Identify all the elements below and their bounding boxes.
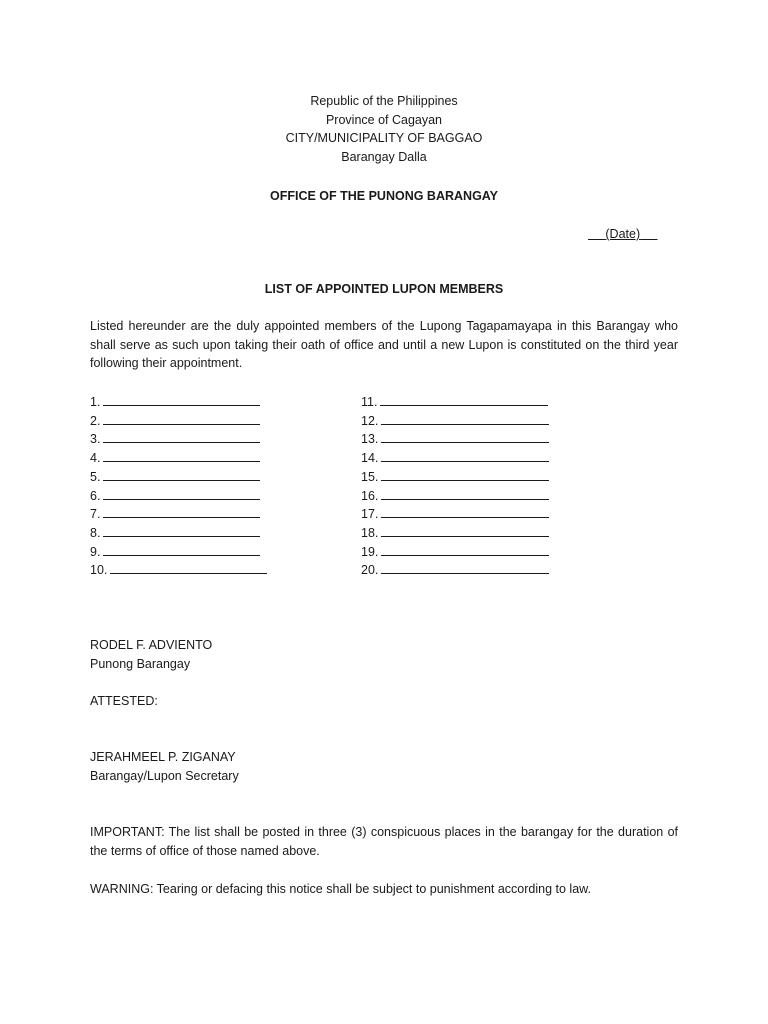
- member-number: 16.: [361, 488, 379, 503]
- member-line: [361, 449, 549, 468]
- member-name-blank[interactable]: [381, 487, 549, 500]
- member-name-blank[interactable]: [380, 393, 548, 406]
- member-number: 18.: [361, 525, 379, 540]
- member-number: 8.: [90, 525, 101, 540]
- member-number: 7.: [90, 507, 101, 522]
- member-name-blank[interactable]: [381, 543, 549, 556]
- member-number: 14.: [361, 451, 379, 466]
- header-province: Province of Cagayan: [325, 112, 443, 127]
- member-name-blank[interactable]: [381, 561, 549, 574]
- member-name-blank[interactable]: [381, 430, 549, 443]
- member-line: [90, 524, 260, 543]
- member-line: [361, 487, 549, 506]
- member-name-blank[interactable]: [103, 543, 260, 556]
- secretary-name: JERAHMEEL P. ZIGANAY: [90, 750, 236, 764]
- warning-note: WARNING: Tearing or defacing this notice shall be subject to punishment according to law.: [90, 882, 591, 896]
- member-name-blank[interactable]: [381, 412, 549, 425]
- member-number: 3.: [90, 432, 101, 447]
- important-note: IMPORTANT: The list shall be posted in three (3) conspicuous places in the barangay for the duration of the terms of office of those named above.: [90, 825, 678, 858]
- signatory-name: RODEL F. ADVIENTO: [90, 638, 213, 652]
- member-number: 19.: [361, 544, 379, 559]
- intro-paragraph: Listed hereunder are the duly appointed members of the Lupong Tagapamayapa in this Barangay who shall serve as such upon taking their oath of office and until a new Lupon is constituted on the third year following their appointment.: [90, 319, 678, 371]
- member-number: 2.: [90, 413, 101, 428]
- member-line: [90, 468, 260, 487]
- member-line: [361, 561, 549, 580]
- signatory-title: Punong Barangay: [90, 657, 191, 671]
- member-name-blank[interactable]: [103, 487, 260, 500]
- header-barangay: Barangay Dalla: [341, 150, 427, 165]
- header-republic: Republic of the Philippines: [310, 94, 458, 108]
- member-number: 5.: [90, 469, 101, 484]
- member-name-blank[interactable]: [381, 468, 549, 481]
- date-underline-right: [640, 227, 657, 241]
- member-number: 15.: [361, 469, 379, 484]
- member-number: 1.: [90, 395, 101, 409]
- header-municipality: CITY/MUNICIPALITY OF BAGGAO: [285, 131, 483, 146]
- office-title: OFFICE OF THE PUNONG BARANGAY: [269, 189, 499, 203]
- member-line: [90, 543, 260, 562]
- member-name-blank[interactable]: [103, 393, 260, 406]
- attested-label: ATTESTED:: [90, 694, 158, 708]
- member-name-blank[interactable]: [381, 524, 549, 537]
- member-number: 13.: [361, 432, 379, 447]
- date-placeholder: (Date): [605, 227, 641, 241]
- member-name-blank[interactable]: [103, 430, 260, 443]
- member-number: 17.: [361, 507, 379, 522]
- member-line: [361, 468, 549, 487]
- member-line: [90, 430, 260, 449]
- member-line: [361, 430, 549, 449]
- list-title: LIST OF APPOINTED LUPON MEMBERS: [264, 282, 504, 296]
- member-name-blank[interactable]: [381, 449, 549, 462]
- member-line: [90, 449, 260, 468]
- member-name-blank[interactable]: [103, 468, 260, 481]
- member-number: 9.: [90, 544, 101, 559]
- secretary-title: Barangay/Lupon Secretary: [90, 769, 239, 783]
- member-number: 11.: [361, 395, 378, 409]
- member-line: [361, 412, 549, 431]
- member-line: [361, 393, 548, 412]
- member-line: [361, 524, 549, 543]
- member-name-blank[interactable]: [381, 505, 549, 518]
- member-name-blank[interactable]: [103, 412, 260, 425]
- date-underline-left: [588, 227, 605, 241]
- member-line: [361, 543, 549, 562]
- member-line: [90, 487, 260, 506]
- member-number: 6.: [90, 488, 101, 503]
- member-line: [90, 393, 260, 412]
- member-line: [361, 505, 549, 524]
- member-number: 4.: [90, 451, 101, 466]
- member-name-blank[interactable]: [103, 449, 260, 462]
- member-number: 12.: [361, 413, 379, 428]
- date-field: [588, 225, 657, 244]
- member-number: 10.: [90, 563, 108, 578]
- document-header: [0, 92, 768, 167]
- member-line: [90, 505, 260, 524]
- member-line: [90, 412, 260, 431]
- member-number: 20.: [361, 563, 379, 578]
- member-name-blank[interactable]: [103, 505, 260, 518]
- member-line: [90, 561, 267, 580]
- member-name-blank[interactable]: [103, 524, 260, 537]
- member-name-blank[interactable]: [110, 561, 267, 574]
